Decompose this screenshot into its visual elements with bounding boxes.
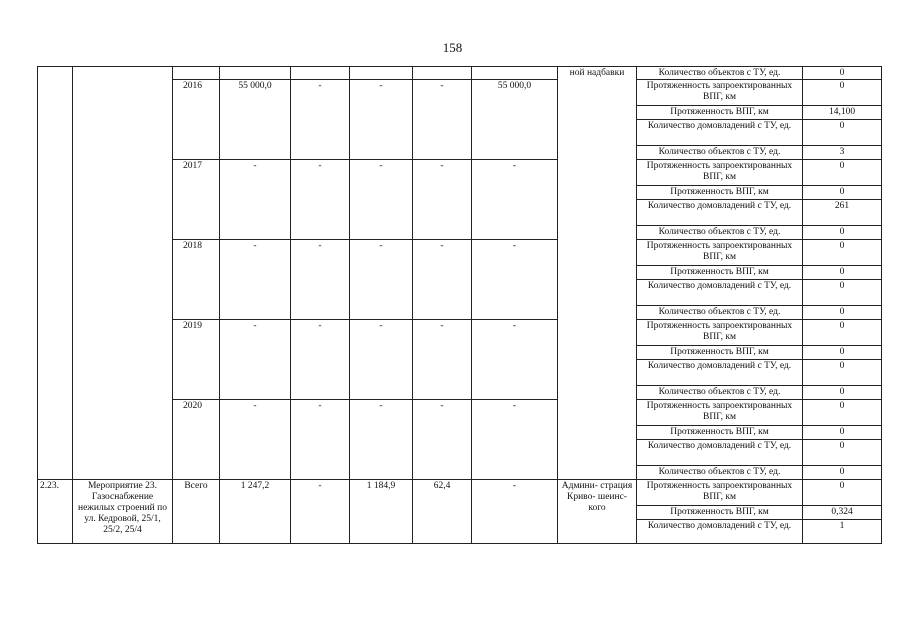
year-fund: - (350, 160, 413, 240)
executor-cell: ной надбавки (558, 67, 637, 480)
fund-cell (472, 67, 558, 80)
year-fund: - (350, 240, 413, 320)
indicator-name: Количество объектов с ТУ, ед. (637, 306, 803, 320)
indicator-name: Количество домовладений с ТУ, ед. (637, 120, 803, 146)
year-total: - (220, 320, 291, 400)
indicator-name: Количество объектов с ТУ, ед. (637, 466, 803, 480)
indicator-name: Количество объектов с ТУ, ед. (637, 386, 803, 400)
year-fund: - (413, 160, 472, 240)
indicator-value: 261 (803, 200, 882, 226)
year-fund: - (413, 240, 472, 320)
year-total: 55 000,0 (220, 80, 291, 160)
indicator-value: 0 (803, 226, 882, 240)
indicator-value: 0 (803, 360, 882, 386)
indicator-value: 0 (803, 280, 882, 306)
indicator-value: 0,324 (803, 506, 882, 520)
year-fund: - (350, 400, 413, 480)
indicator-name: Протяженность запроектированных ВПГ, км (637, 160, 803, 186)
indicator-value: 0 (803, 480, 882, 506)
indicator-value: 0 (803, 160, 882, 186)
year-total: - (220, 240, 291, 320)
name-cell (73, 67, 173, 480)
year-fund: - (472, 320, 558, 400)
year-total: - (220, 160, 291, 240)
year-fund: - (291, 80, 350, 160)
period-cell (173, 67, 220, 80)
year-fund: - (350, 320, 413, 400)
year-cell: 2016 (173, 80, 220, 160)
item-fund: 1 184,9 (350, 480, 413, 544)
indicator-value: 0 (803, 266, 882, 280)
indicator-value: 0 (803, 306, 882, 320)
year-fund: - (413, 320, 472, 400)
indicator-value: 0 (803, 440, 882, 466)
indicator-value: 0 (803, 67, 882, 80)
indicator-name: Количество домовладений с ТУ, ед. (637, 520, 803, 544)
item-fund: 62,4 (413, 480, 472, 544)
table-row (38, 67, 882, 80)
indicator-name: Протяженность ВПГ, км (637, 346, 803, 360)
indicator-name: Протяженность запроектированных ВПГ, км (637, 480, 803, 506)
indicator-value: 1 (803, 520, 882, 544)
item-number: 2.23. (38, 480, 73, 544)
indicator-value: 0 (803, 386, 882, 400)
indicator-name: Количество домовладений с ТУ, ед. (637, 200, 803, 226)
indicator-name: Протяженность ВПГ, км (637, 506, 803, 520)
indicator-name: Протяженность ВПГ, км (637, 426, 803, 440)
item-fund: - (291, 480, 350, 544)
indicator-value: 0 (803, 240, 882, 266)
indicator-name: Протяженность запроектированных ВПГ, км (637, 240, 803, 266)
page-number: 158 (442, 40, 463, 55)
indicator-value: 0 (803, 466, 882, 480)
indicator-value: 0 (803, 400, 882, 426)
year-fund: - (472, 400, 558, 480)
indicator-value: 0 (803, 320, 882, 346)
indicator-value: 14,100 (803, 106, 882, 120)
indicator-name: Количество объектов с ТУ, ед. (637, 67, 803, 80)
year-cell: 2019 (173, 320, 220, 400)
indicator-name: Количество домовладений с ТУ, ед. (637, 280, 803, 306)
fund-cell (291, 67, 350, 80)
year-fund: - (291, 400, 350, 480)
item-name: Мероприятие 23. Газоснабжение нежилых строений по ул. Кедровой, 25/1, 25/2, 25/4 (73, 480, 173, 544)
year-fund: - (350, 80, 413, 160)
year-fund: - (472, 160, 558, 240)
year-cell: 2017 (173, 160, 220, 240)
year-cell: 2018 (173, 240, 220, 320)
indicator-name: Протяженность запроектированных ВПГ, км (637, 80, 803, 106)
year-fund: - (291, 320, 350, 400)
item-period: Всего (173, 480, 220, 544)
indicator-name: Протяженность запроектированных ВПГ, км (637, 320, 803, 346)
year-total: - (220, 400, 291, 480)
fund-cell (350, 67, 413, 80)
indicator-name: Количество объектов с ТУ, ед. (637, 226, 803, 240)
total-cell (220, 67, 291, 80)
year-fund: 55 000,0 (472, 80, 558, 160)
indicator-name: Количество домовладений с ТУ, ед. (637, 440, 803, 466)
indicator-name: Количество домовладений с ТУ, ед. (637, 360, 803, 386)
year-cell: 2020 (173, 400, 220, 480)
table-row (38, 480, 882, 506)
indicator-value: 0 (803, 346, 882, 360)
item-fund: - (472, 480, 558, 544)
year-fund: - (413, 400, 472, 480)
num-cell (38, 67, 73, 480)
indicator-name: Протяженность ВПГ, км (637, 266, 803, 280)
item-executor: Админи- страция Криво- шеинс- кого (558, 480, 637, 544)
indicator-value: 0 (803, 186, 882, 200)
indicator-name: Протяженность ВПГ, км (637, 186, 803, 200)
program-table (37, 66, 882, 544)
indicator-name: Количество объектов с ТУ, ед. (637, 146, 803, 160)
year-fund: - (413, 80, 472, 160)
year-fund: - (291, 240, 350, 320)
year-fund: - (472, 240, 558, 320)
fund-cell (413, 67, 472, 80)
indicator-value: 3 (803, 146, 882, 160)
year-fund: - (291, 160, 350, 240)
indicator-name: Протяженность запроектированных ВПГ, км (637, 400, 803, 426)
indicator-value: 0 (803, 80, 882, 106)
indicator-value: 0 (803, 120, 882, 146)
item-total: 1 247,2 (220, 480, 291, 544)
indicator-name: Протяженность ВПГ, км (637, 106, 803, 120)
indicator-value: 0 (803, 426, 882, 440)
